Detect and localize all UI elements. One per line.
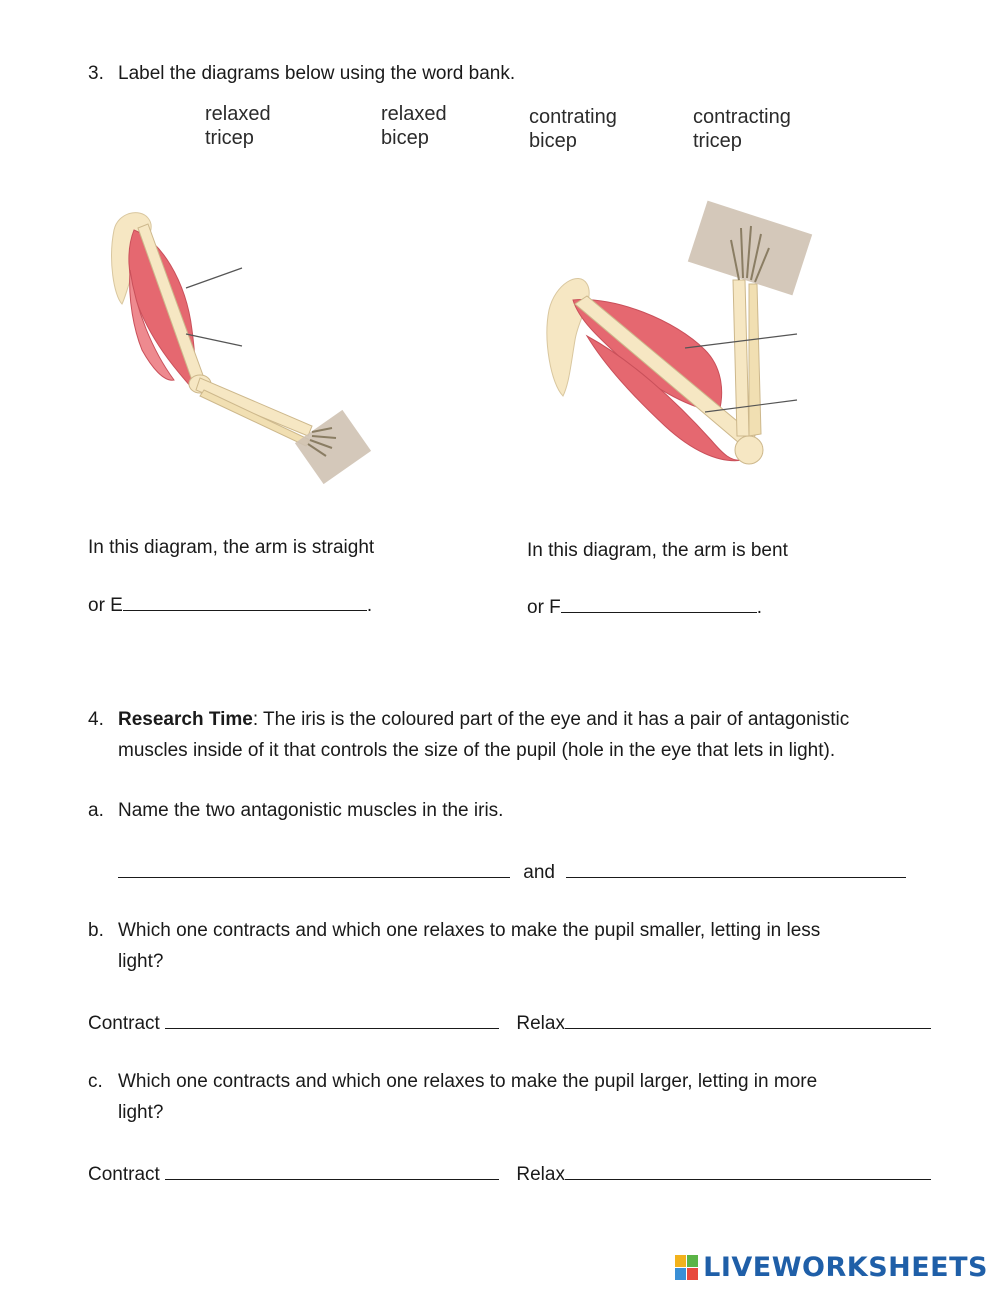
logo-badge-icon — [675, 1255, 699, 1281]
q4b-letter: b. — [88, 920, 104, 941]
q4a-text: Name the two antagonistic muscles in the iris. — [118, 800, 504, 821]
word-bank-contrating-bicep[interactable] — [529, 105, 617, 153]
q4c-contract-label: Contract — [88, 1164, 160, 1185]
q3-prompt: Label the diagrams below using the word bank. — [118, 63, 516, 84]
word-line2: tricep — [205, 127, 254, 149]
word-line1: relaxed — [205, 103, 271, 125]
q4a-answer-blank-1[interactable] — [118, 859, 510, 878]
word-bank-relaxed-bicep[interactable] — [381, 102, 447, 150]
left-diagram-caption: In this diagram, the arm is straight — [88, 537, 375, 558]
q4c-letter: c. — [88, 1071, 103, 1092]
left-answer-row — [88, 592, 372, 618]
q4b-contract-label: Contract — [88, 1013, 160, 1034]
q4c-answer-row — [88, 1161, 931, 1187]
q4-intro-line2: muscles inside of it that controls the size of the pupil (hole in the eye that lets in light). — [118, 740, 836, 761]
logo-text: LIVEWORKSHEETS — [703, 1252, 988, 1283]
q4b-relax-label: Relax — [516, 1013, 565, 1034]
q4c-line2: light? — [118, 1102, 164, 1123]
q4a-letter: a. — [88, 800, 104, 821]
word-line1: relaxed — [381, 103, 447, 125]
q4b-contract-blank[interactable] — [165, 1010, 499, 1029]
q4a-answer-blank-2[interactable] — [566, 859, 906, 878]
right-answer-prefix: or F — [527, 597, 561, 618]
q4c-contract-blank[interactable] — [165, 1161, 499, 1180]
q4b-relax-blank[interactable] — [565, 1010, 931, 1029]
right-answer-row — [527, 594, 762, 620]
right-answer-blank[interactable] — [561, 594, 757, 613]
q4-intro-text: : The iris is the coloured part of the eye and it has a pair of antagonistic — [252, 709, 850, 730]
bent-arm-diagram — [535, 200, 825, 490]
q4b-line1: Which one contracts and which one relaxes to make the pupil smaller, letting in less — [118, 920, 821, 941]
left-answer-blank[interactable] — [123, 592, 367, 611]
right-answer-end: . — [756, 597, 763, 618]
q3-number: 3. — [88, 63, 104, 84]
liveworksheets-logo[interactable] — [675, 1252, 988, 1283]
word-line1: contrating — [529, 106, 617, 128]
word-line1: contracting — [693, 106, 791, 128]
left-answer-end: . — [366, 595, 373, 616]
q4c-line1: Which one contracts and which one relaxes to make the pupil larger, letting in more — [118, 1071, 818, 1092]
word-bank-contracting-tricep[interactable] — [693, 105, 791, 153]
q4b-line2: light? — [118, 951, 164, 972]
word-line2: tricep — [693, 130, 742, 152]
word-line2: bicep — [529, 130, 577, 152]
q4c-relax-blank[interactable] — [565, 1161, 931, 1180]
left-answer-prefix: or E — [88, 595, 123, 616]
word-line2: bicep — [381, 127, 429, 149]
q4b-answer-row — [88, 1010, 931, 1036]
q4a-answer-row — [118, 859, 906, 885]
right-diagram-caption: In this diagram, the arm is bent — [527, 540, 788, 561]
straight-arm-diagram — [100, 200, 390, 500]
q4-bold-label: Research Time — [118, 709, 253, 730]
q4c-relax-label: Relax — [516, 1164, 565, 1185]
word-bank-relaxed-tricep[interactable] — [205, 102, 271, 150]
q4-number: 4. — [88, 709, 104, 730]
q4-intro-line1 — [118, 708, 849, 732]
q4a-joiner: and — [523, 862, 555, 883]
